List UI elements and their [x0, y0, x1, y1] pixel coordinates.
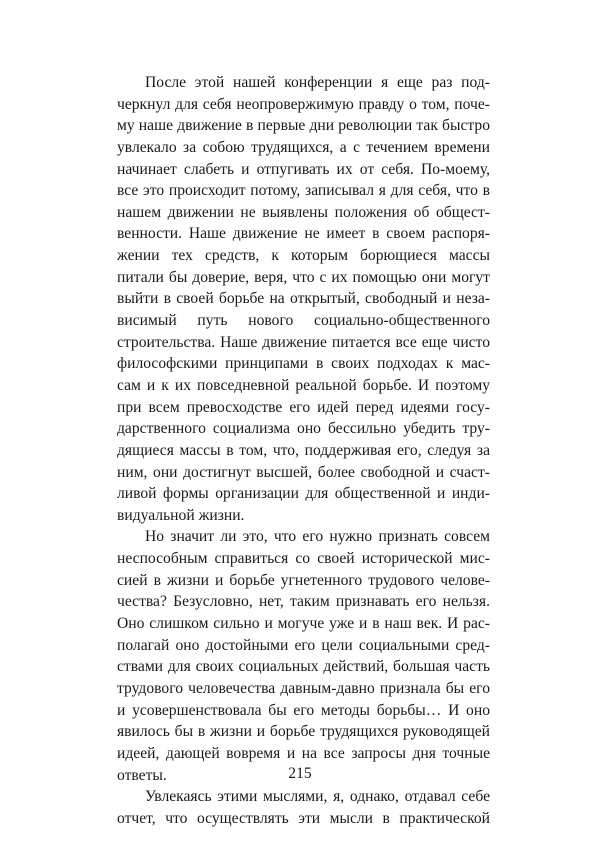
text-line: чества? Безусловно, нет, таким признавать его нельзя.	[117, 593, 490, 611]
text-line: После этой нашей конференции я еще раз под-	[145, 74, 490, 91]
text-line: ливой формы организации для общественной и инди-	[117, 485, 490, 503]
text-line: неспособным справиться со своей исторической мис-	[117, 550, 490, 568]
text-line: выйти в своей борьбе на открытый, свободный и неза-	[117, 290, 490, 308]
text-line: начинает слабеть и отпугивать их от себя. По-моему,	[117, 160, 490, 178]
text-line: идеей, дающей вовремя и на все запросы дня точные	[117, 744, 490, 762]
text-line: увлекало за собою трудящихся, а с течением времени	[117, 138, 490, 156]
paragraph	[117, 72, 490, 526]
text-line: строительства. Наше движение питается все еще чисто	[117, 333, 490, 351]
text-line: нашем движении не выявлены положения об общест-	[117, 203, 490, 221]
text-line: сам и к их повседневной реальной борьбе. И поэтому	[117, 376, 490, 394]
text-line: висимый путь нового социально-общественного	[117, 312, 490, 330]
text-line: жении тех средств, к которым борющиеся массы	[117, 247, 490, 265]
text-line: отчет, что осуществлять эти мысли в практической	[117, 809, 490, 827]
text-line: ответы.	[117, 766, 167, 784]
text-line: сией в жизни и борьбе угнетенного трудового челове-	[117, 571, 490, 589]
text-line: ствами для своих социальных действий, большая часть	[117, 658, 490, 676]
text-line: ним, они достигнут высшей, более свободной и счаст-	[117, 463, 490, 481]
text-line: черкнул для себя неопровержимую правду о том, поче-	[117, 95, 490, 113]
body-text	[117, 72, 490, 829]
text-line: дарственного социализма оно бессильно убедить тру-	[117, 420, 490, 438]
page-number: 215	[288, 765, 312, 782]
text-line: полагай оно достойными его цели социальными сред-	[117, 636, 490, 654]
text-line: Но значит ли это, что его нужно признать совсем	[145, 528, 490, 546]
text-line: явилось бы в жизни и борьбе трудящихся руководящей	[117, 723, 490, 741]
paragraph	[117, 526, 490, 786]
text-line: Увлекаясь этими мыслями, я, однако, отдавал себе	[145, 788, 490, 806]
text-line: философскими принципами в своих подходах к мас-	[117, 355, 490, 373]
text-line: все это происходит потому, записывал я для себя, что в	[117, 182, 490, 200]
text-line: Оно слишком сильно и могуче уже и в наш век. И рас-	[117, 615, 490, 633]
text-line: видуальной жизни.	[117, 506, 245, 524]
text-line: питали бы доверие, веря, что с их помощью они могут	[117, 268, 490, 286]
text-line: венности. Наше движение не имеет в своем распоря-	[117, 225, 490, 243]
text-line: при всем превосходстве его идей перед идеями госу-	[117, 398, 490, 416]
text-line: дящиеся массы в том, что, поддерживая его, следуя за	[117, 441, 490, 459]
text-line: и усовершенствовала бы его методы борьбы… И оно	[117, 701, 490, 719]
text-line: трудового человечества давным-давно признала бы его	[117, 679, 490, 697]
text-line: му наше движение в первые дни революции так быстро	[117, 117, 490, 135]
paragraph	[117, 786, 490, 829]
